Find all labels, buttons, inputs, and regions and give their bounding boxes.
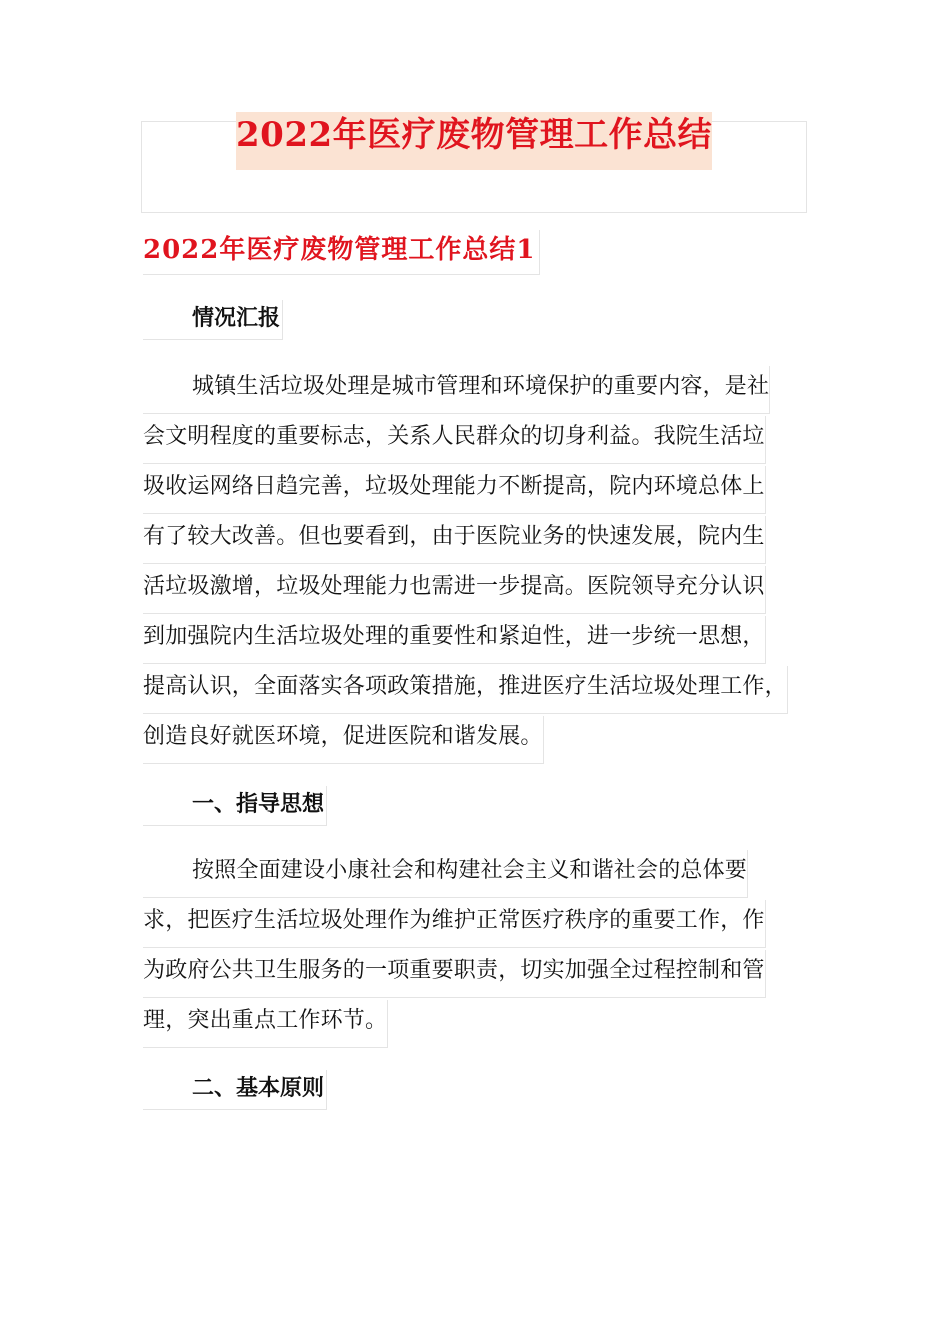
heading-report: 情况汇报 bbox=[143, 300, 283, 340]
main-title: 2022年医疗废物管理工作总结 bbox=[236, 112, 712, 170]
paragraph-line: 求，把医疗生活垃圾处理作为维护正常医疗秩序的重要工作，作 bbox=[143, 900, 766, 948]
paragraph-line: 理，突出重点工作环节。 bbox=[143, 1000, 388, 1048]
paragraph-line: 有了较大改善。但也要看到，由于医院业务的快速发展，院内生 bbox=[143, 516, 766, 564]
paragraph-line: 提高认识，全面落实各项政策措施，推进医疗生活垃圾处理工作， bbox=[143, 666, 788, 714]
paragraph-line: 按照全面建设小康社会和构建社会主义和谐社会的总体要 bbox=[143, 850, 748, 898]
heading-guiding-thought: 一、指导思想 bbox=[143, 786, 327, 826]
paragraph-line: 城镇生活垃圾处理是城市管理和环境保护的重要内容，是社 bbox=[143, 366, 770, 414]
paragraph-line: 会文明程度的重要标志，关系人民群众的切身利益。我院生活垃 bbox=[143, 416, 766, 464]
heading-basic-principles: 二、基本原则 bbox=[143, 1070, 327, 1110]
paragraph-line: 为政府公共卫生服务的一项重要职责，切实加强全过程控制和管 bbox=[143, 950, 766, 998]
paragraph-line: 创造良好就医环境，促进医院和谐发展。 bbox=[143, 716, 544, 764]
paragraph-line: 到加强院内生活垃圾处理的重要性和紧迫性，进一步统一思想， bbox=[143, 616, 766, 664]
paragraph-line: 活垃圾激增，垃圾处理能力也需进一步提高。医院领导充分认识 bbox=[143, 566, 766, 614]
section-title: 2022年医疗废物管理工作总结1 bbox=[143, 230, 540, 275]
paragraph-line: 圾收运网络日趋完善，垃圾处理能力不断提高，院内环境总体上 bbox=[143, 466, 766, 514]
